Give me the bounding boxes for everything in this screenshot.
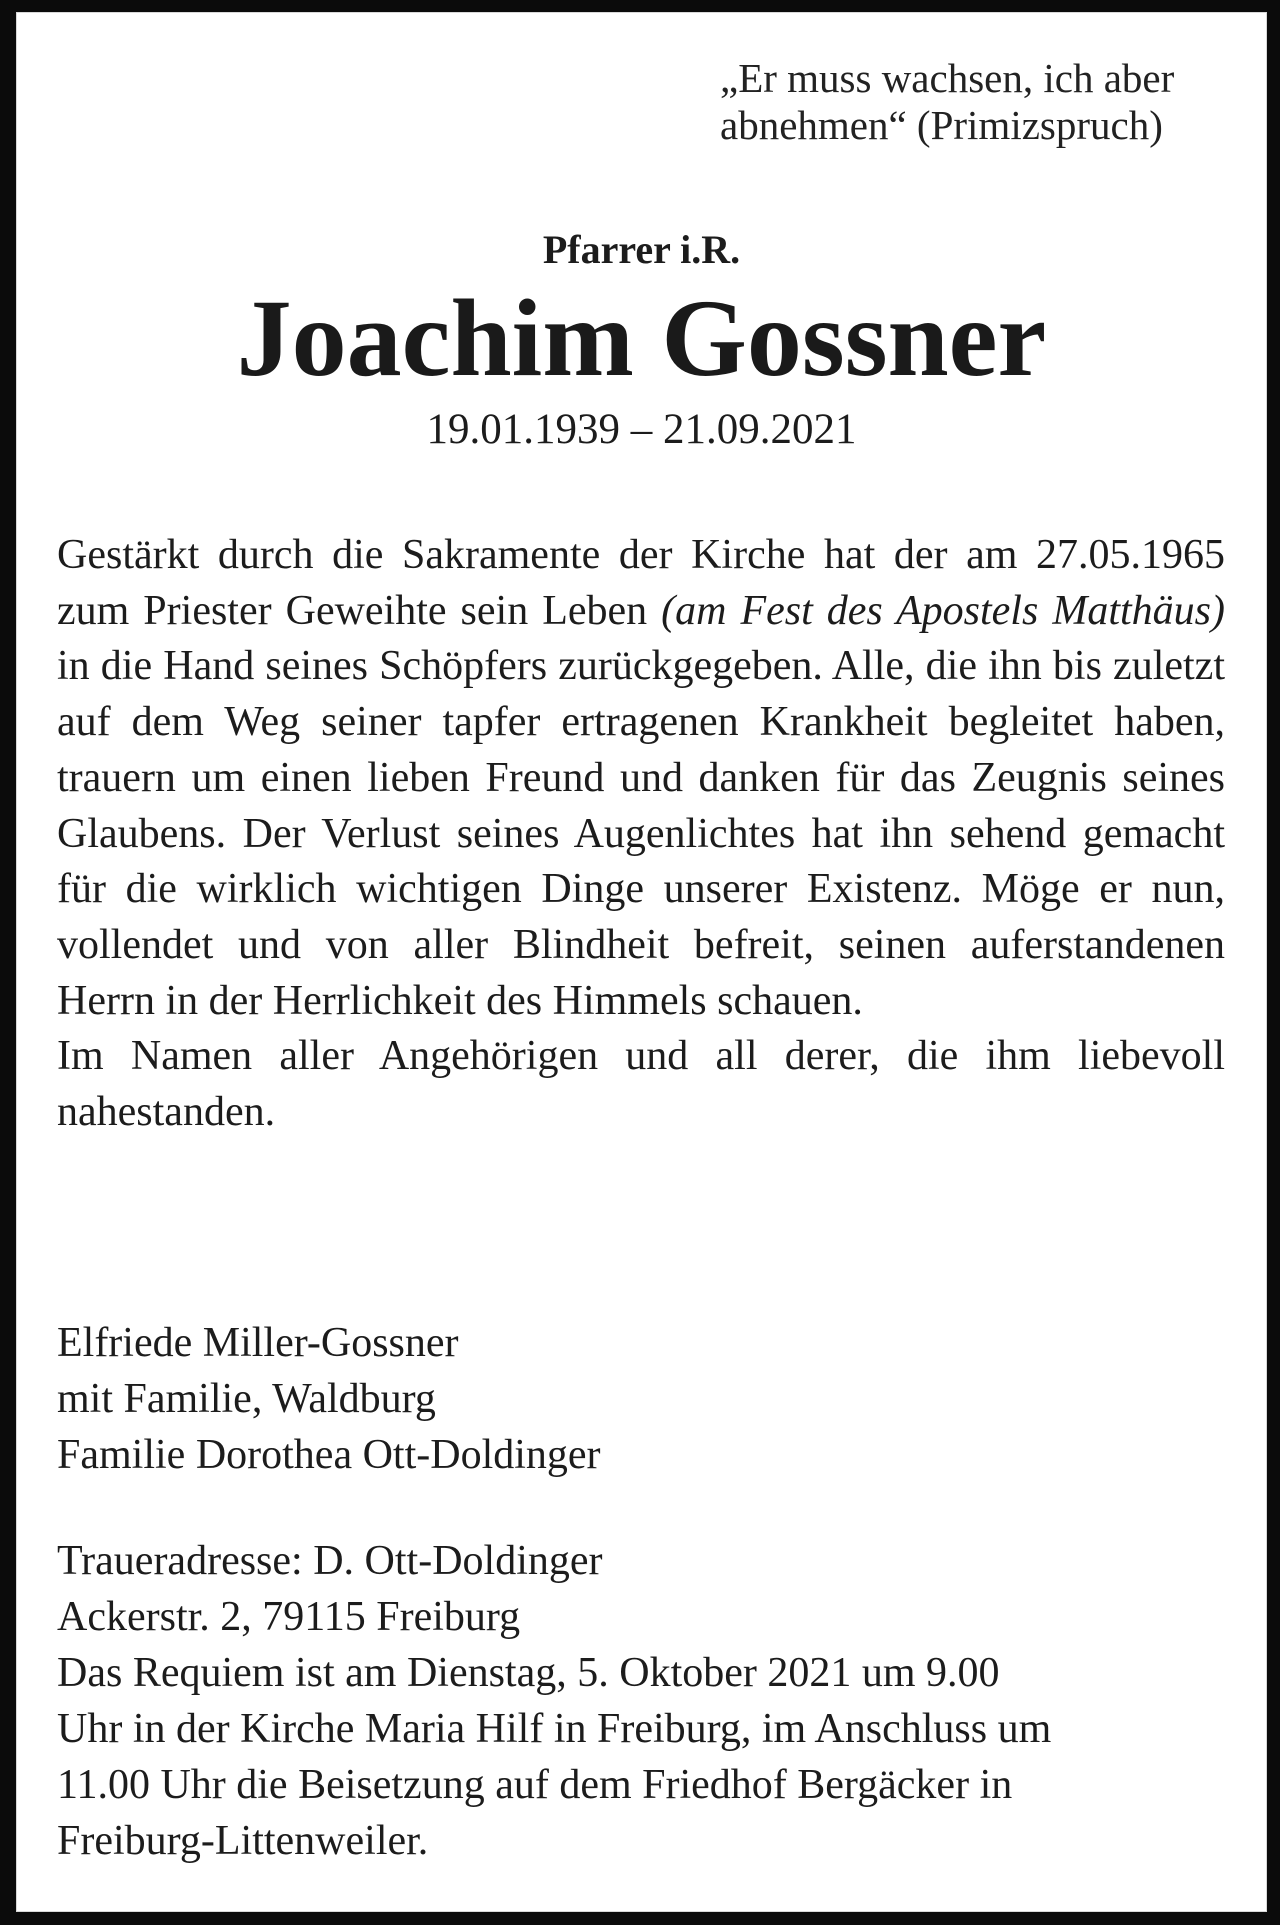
title-prefix: Pfarrer i.R. (542, 227, 741, 272)
mourning-address: Traueradresse: D. Ott-Doldinger (57, 1538, 603, 1584)
obituary-text (57, 528, 1225, 1141)
motto-line: abnehmen“ (Primizspruch) (720, 102, 1163, 148)
deceased-name: Joachim Gossner (236, 277, 1047, 399)
feast-day-note: (am Fest des Apostels Matthäus) (661, 587, 1225, 634)
burial-info: 11.00 Uhr die Beisetzung auf dem Friedhof Bergäcker in (57, 1762, 1013, 1808)
requiem-info: Das Requiem ist am Dienstag, 5. Oktober 2021 um 9.00 (57, 1650, 1000, 1696)
paragraph-text: Gestärkt durch die Sakramente der Kirche hat der am 27.05.1965 zum Priester Geweihte sein Leben (57, 532, 1225, 634)
closing-paragraph: Im Namen aller Angehörigen und all derer, die ihm liebevoll nahestanden. (57, 1033, 1225, 1136)
burial-info: Freiburg-Littenweiler. (57, 1818, 429, 1864)
mourner-line: mit Familie, Waldburg (57, 1376, 436, 1422)
main-paragraph (57, 528, 1225, 1029)
mourners-list (57, 1315, 1225, 1483)
motto-quote (720, 55, 1240, 149)
mourner-line: Familie Dorothea Ott-Doldinger (57, 1432, 601, 1478)
requiem-info: Uhr in der Kirche Maria Hilf in Freiburg, im Anschluss um (57, 1706, 1052, 1752)
funeral-info (57, 1533, 1225, 1869)
life-dates: 19.01.1939 – 21.09.2021 (426, 406, 857, 453)
paragraph-text: in die Hand seines Schöpfers zurückgegeben. Alle, die ihn bis zuletzt auf dem Weg seiner tapfer ertragenen Krankheit begleitet haben, trauern um einen lieben Freund und danken für das Zeugnis seines Glaubens. Der Verlust seines Augenlichtes hat ihn sehend gemacht für die wirklich wichtigen Dinge unserer Existenz. Möge er nun, vollendet und von aller Blindheit befreit, seinen auferstandenen Herrn in der Herrlichkeit des Himmels schauen. (57, 643, 1225, 1024)
mourner-line: Elfriede Miller-Gossner (57, 1320, 459, 1366)
street-address: Ackerstr. 2, 79115 Freiburg (57, 1594, 521, 1640)
motto-line: „Er muss wachsen, ich aber (720, 55, 1175, 101)
